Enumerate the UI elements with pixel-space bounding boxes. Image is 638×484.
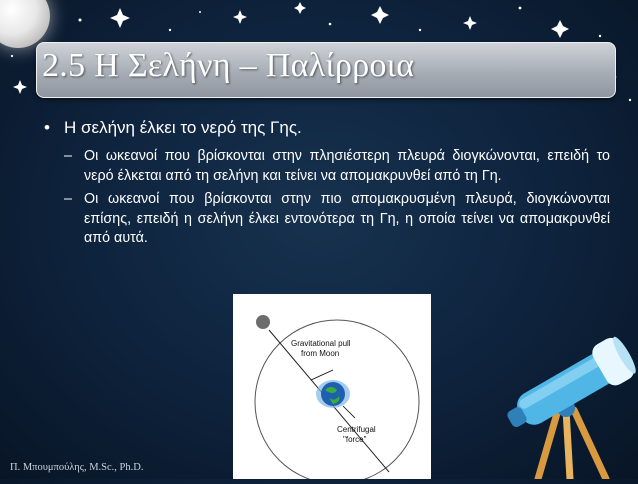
bullet-text: Η σελήνη έλκει το νερό της Γης. [64, 118, 302, 137]
centrifugal-label-line1: Centrifugal [337, 425, 376, 434]
gravity-label-line2: from Moon [301, 349, 340, 358]
centrifugal-label-line2: "force" [343, 435, 367, 444]
dash-icon: – [64, 191, 72, 207]
sub-bullet-text: Οι ωκεανοί που βρίσκονται στην πλησιέστερη πλευρά διογκώνονται, επειδή το νερό έλκεται από τη σελήνη και τείνει να απομακρυνθεί από τη Γη. [84, 148, 610, 184]
sub-bullet-text: Οι ωκεανοί που βρίσκονται στην πιο απομακρυσμένη πλευρά, διογκώνονται επίσης, επειδή η σελήνη έλκει εντονότερα τη Γη, η οποία τείνει να απομακρυνθεί από αυτά. [84, 191, 610, 246]
moon-icon [256, 315, 270, 329]
bullet-dot-icon: • [44, 118, 50, 137]
telescope-icon [488, 310, 638, 479]
tide-diagram-svg [233, 294, 431, 479]
gravity-label-line1: Gravitational pull [291, 339, 351, 348]
slide-content [44, 118, 610, 249]
tide-diagram [233, 294, 431, 479]
dash-icon: – [64, 148, 72, 164]
bullet-item [44, 118, 610, 138]
slide-title: 2.5 Η Σελήνη – Παλίρροια [42, 47, 415, 84]
sub-bullet-item [64, 190, 610, 249]
sub-bullet-item [64, 147, 610, 186]
footer-author: Π. Μπουμπούλης, M.Sc., Ph.D. [10, 462, 144, 473]
